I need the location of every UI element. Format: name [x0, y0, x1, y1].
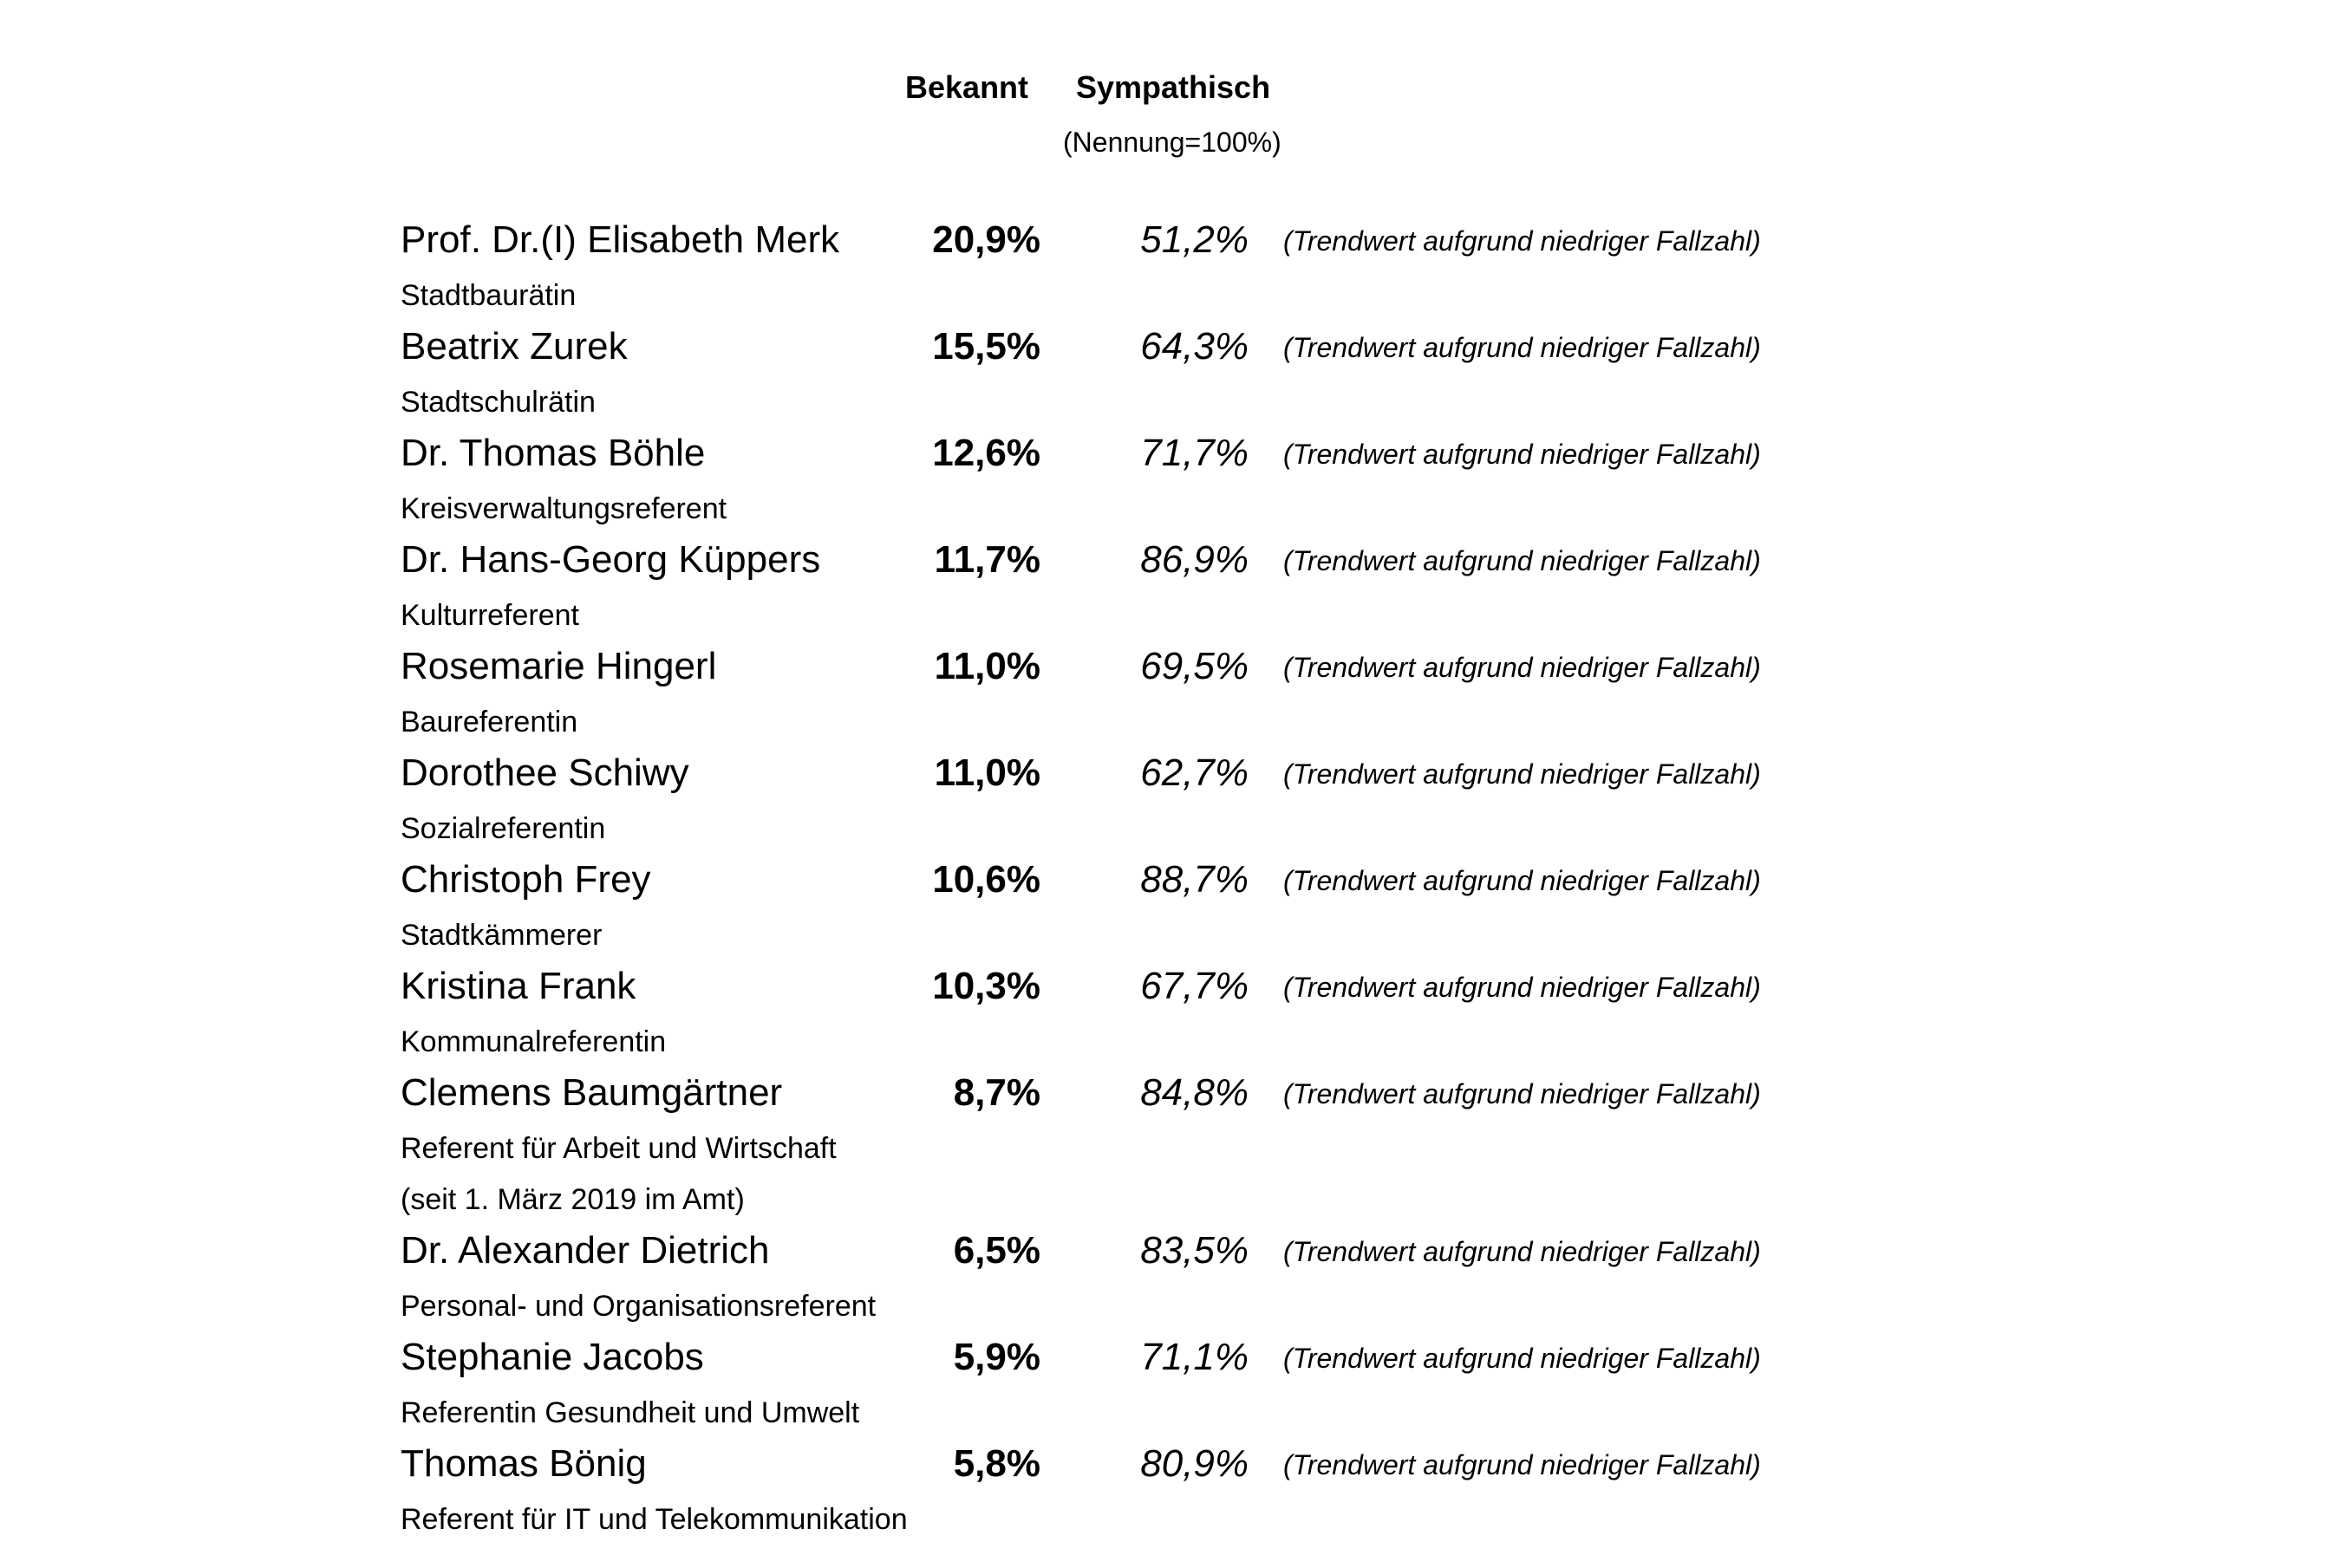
bekannt-value: 10,6% — [932, 858, 1040, 901]
sympathisch-value: 84,8% — [1140, 1071, 1249, 1114]
trend-note: (Trendwert aufgrund niedriger Fallzahl) — [1283, 545, 1761, 576]
person-name: Clemens Baumgärtner — [401, 1071, 783, 1114]
trend-note: (Trendwert aufgrund niedriger Fallzahl) — [1283, 652, 1761, 683]
person-role: Referent für Arbeit und Wirtschaft — [401, 1132, 837, 1165]
sympathisch-value: 62,7% — [1140, 751, 1249, 794]
person-role: Kommunalreferentin — [401, 1025, 667, 1058]
trend-note: (Trendwert aufgrund niedriger Fallzahl) — [1283, 758, 1761, 790]
bekannt-value: 5,8% — [953, 1442, 1040, 1485]
sympathisch-value: 69,5% — [1140, 645, 1249, 687]
person-name: Christoph Frey — [401, 858, 651, 901]
person-name: Stephanie Jacobs — [401, 1336, 704, 1378]
column-header-sympathisch: Sympathisch — [1076, 69, 1271, 105]
sympathisch-value: 80,9% — [1140, 1442, 1249, 1485]
column-header-bekannt: Bekannt — [905, 69, 1029, 105]
sympathisch-value: 71,7% — [1140, 432, 1249, 474]
person-name: Thomas Bönig — [401, 1442, 647, 1485]
person-role: Personal- und Organisationsreferent — [401, 1290, 877, 1323]
trend-note: (Trendwert aufgrund niedriger Fallzahl) — [1283, 972, 1761, 1003]
bekannt-value: 15,5% — [932, 325, 1040, 368]
person-role: Stadtkämmerer — [401, 919, 603, 952]
column-header-basis-note: (Nennung=100%) — [1063, 127, 1281, 158]
person-name: Kristina Frank — [401, 965, 636, 1007]
bekannt-value: 11,0% — [934, 751, 1040, 794]
bekannt-value: 20,9% — [932, 218, 1040, 261]
bekannt-value: 6,5% — [953, 1229, 1040, 1272]
trend-note: (Trendwert aufgrund niedriger Fallzahl) — [1283, 332, 1761, 363]
bekannt-value: 11,0% — [934, 645, 1040, 687]
bekannt-value: 5,9% — [953, 1336, 1040, 1378]
trend-note: (Trendwert aufgrund niedriger Fallzahl) — [1283, 1343, 1761, 1374]
person-role: Referentin Gesundheit und Umwelt — [401, 1396, 860, 1429]
person-name: Dr. Thomas Böhle — [401, 432, 706, 474]
sympathisch-value: 51,2% — [1140, 218, 1249, 261]
person-role: Kreisverwaltungsreferent — [401, 492, 727, 525]
person-role: Stadtbaurätin — [401, 279, 577, 312]
person-name: Rosemarie Hingerl — [401, 645, 717, 687]
sympathisch-value: 83,5% — [1140, 1229, 1249, 1272]
sympathisch-value: 88,7% — [1140, 858, 1249, 901]
sympathisch-value: 64,3% — [1140, 325, 1249, 368]
sympathisch-value: 86,9% — [1140, 538, 1249, 581]
bekannt-value: 11,7% — [934, 538, 1040, 581]
person-role: Stadtschulrätin — [401, 386, 596, 419]
trend-note: (Trendwert aufgrund niedriger Fallzahl) — [1283, 1078, 1761, 1109]
person-name: Dr. Alexander Dietrich — [401, 1229, 770, 1272]
person-role: (seit 1. März 2019 im Amt) — [401, 1183, 745, 1216]
trend-note: (Trendwert aufgrund niedriger Fallzahl) — [1283, 1236, 1761, 1267]
person-name: Beatrix Zurek — [401, 325, 628, 368]
bekannt-value: 8,7% — [953, 1071, 1040, 1114]
person-role: Kulturreferent — [401, 599, 579, 632]
trend-note: (Trendwert aufgrund niedriger Fallzahl) — [1283, 865, 1761, 896]
person-name: Dorothee Schiwy — [401, 751, 689, 794]
person-role: Sozialreferentin — [401, 812, 606, 845]
person-role: Referent für IT und Telekommunikation — [401, 1503, 908, 1536]
bekannt-value: 12,6% — [932, 432, 1040, 474]
trend-note: (Trendwert aufgrund niedriger Fallzahl) — [1283, 439, 1761, 470]
person-role: Baureferentin — [401, 706, 578, 738]
sympathisch-value: 71,1% — [1140, 1336, 1249, 1378]
sympathisch-value: 67,7% — [1140, 965, 1249, 1007]
bekannt-value: 10,3% — [932, 965, 1040, 1007]
trend-note: (Trendwert aufgrund niedriger Fallzahl) — [1283, 225, 1761, 257]
person-name: Prof. Dr.(I) Elisabeth Merk — [401, 218, 840, 261]
person-name: Dr. Hans-Georg Küppers — [401, 538, 821, 581]
trend-note: (Trendwert aufgrund niedriger Fallzahl) — [1283, 1449, 1761, 1480]
